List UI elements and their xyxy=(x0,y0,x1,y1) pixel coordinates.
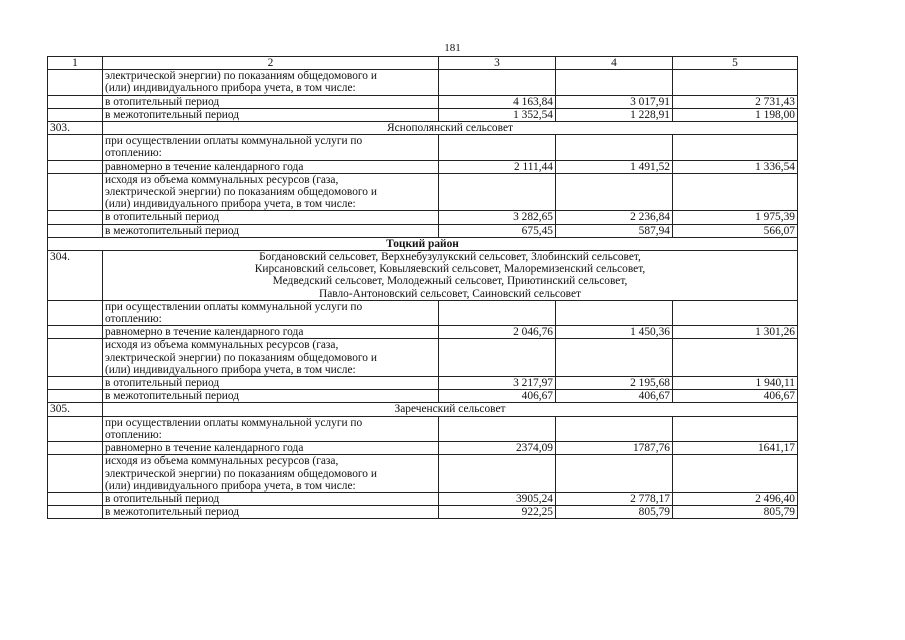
district-row xyxy=(48,237,798,250)
value-col3: 2374,09 xyxy=(439,442,556,455)
label-line: при осуществлении оплаты коммунальной услуги по xyxy=(105,135,363,148)
value-col3 xyxy=(439,455,556,493)
value-col4: 1 491,52 xyxy=(556,160,673,173)
table-row xyxy=(48,416,798,441)
section-row xyxy=(48,251,798,301)
section-title-line: Медведский сельсовет, Молодежный сельсовет, Приютинский сельсовет, xyxy=(272,275,628,288)
value-col5 xyxy=(673,173,798,211)
row-label: в отопительный период xyxy=(103,377,439,390)
row-number-cell xyxy=(48,339,103,377)
value-col4: 1787,76 xyxy=(556,442,673,455)
value-col4: 1 450,36 xyxy=(556,326,673,339)
section-title: Зареченский сельсовет xyxy=(103,403,798,416)
label-line: исходя из объема коммунальных ресурсов (газа, xyxy=(105,455,339,468)
value-col5 xyxy=(673,416,798,441)
row-number-cell xyxy=(48,416,103,441)
section-row xyxy=(48,122,798,135)
value-col3 xyxy=(439,70,556,95)
value-col3: 3 282,65 xyxy=(439,211,556,224)
table-row xyxy=(48,70,798,95)
row-label: равномерно в течение календарного года xyxy=(103,160,439,173)
row-number-cell xyxy=(48,108,103,121)
section-title-line: Павло-Антоновский сельсовет, Саиновский сельсовет xyxy=(318,287,582,300)
table-row xyxy=(48,160,798,173)
column-header: 5 xyxy=(673,57,798,70)
row-label xyxy=(103,339,439,377)
value-col3 xyxy=(439,135,556,160)
value-col4 xyxy=(556,416,673,441)
value-col5: 2 731,43 xyxy=(673,95,798,108)
table-row xyxy=(48,506,798,519)
value-col3: 2 111,44 xyxy=(439,160,556,173)
value-col4 xyxy=(556,455,673,493)
value-col5: 566,07 xyxy=(673,224,798,237)
table-row xyxy=(48,173,798,211)
row-number-cell xyxy=(48,390,103,403)
section-title xyxy=(103,251,798,301)
row-label: в отопительный период xyxy=(103,95,439,108)
section-title: Яснополянский сельсовет xyxy=(103,122,798,135)
value-col4 xyxy=(556,339,673,377)
row-number-cell xyxy=(48,70,103,95)
table-row xyxy=(48,390,798,403)
value-col5: 1 301,26 xyxy=(673,326,798,339)
value-col5: 1 975,39 xyxy=(673,211,798,224)
value-col5: 1 940,11 xyxy=(673,377,798,390)
tariff-table xyxy=(47,56,798,519)
table-row xyxy=(48,211,798,224)
value-col4: 587,94 xyxy=(556,224,673,237)
table-row xyxy=(48,339,798,377)
label-line: (или) индивидуального прибора учета, в том числе: xyxy=(105,363,356,376)
row-label xyxy=(103,300,439,325)
value-col3: 922,25 xyxy=(439,506,556,519)
page-number: 181 xyxy=(444,42,461,54)
row-label: равномерно в течение календарного года xyxy=(103,326,439,339)
value-col5 xyxy=(673,135,798,160)
value-col3 xyxy=(439,339,556,377)
value-col4: 406,67 xyxy=(556,390,673,403)
value-col3: 4 163,84 xyxy=(439,95,556,108)
row-number-cell xyxy=(48,455,103,493)
value-col3: 406,67 xyxy=(439,390,556,403)
row-label xyxy=(103,455,439,493)
value-col5 xyxy=(673,339,798,377)
row-number-cell xyxy=(48,492,103,505)
section-title-line: Кирсановский сельсовет, Ковыляевский сельсовет, Малоремизенский сельсовет, xyxy=(254,263,646,276)
column-header-row xyxy=(48,57,798,70)
district-title: Тоцкий район xyxy=(48,237,798,250)
value-col5 xyxy=(673,70,798,95)
value-col4: 1 228,91 xyxy=(556,108,673,121)
section-row xyxy=(48,403,798,416)
label-line: электрической энергии) по показаниям общедомового и xyxy=(105,186,377,199)
value-col5 xyxy=(673,300,798,325)
row-number-cell xyxy=(48,160,103,173)
value-col5: 2 496,40 xyxy=(673,492,798,505)
value-col4: 2 778,17 xyxy=(556,492,673,505)
value-col5 xyxy=(673,455,798,493)
row-number-cell xyxy=(48,377,103,390)
row-number-cell xyxy=(48,224,103,237)
label-line: при осуществлении оплаты коммунальной услуги по xyxy=(105,416,363,429)
value-col4: 805,79 xyxy=(556,506,673,519)
row-number-cell xyxy=(48,326,103,339)
row-label: в межотопительный период xyxy=(103,224,439,237)
table-row xyxy=(48,224,798,237)
table-row xyxy=(48,108,798,121)
row-number-cell xyxy=(48,135,103,160)
row-number-cell xyxy=(48,506,103,519)
column-header: 2 xyxy=(103,57,439,70)
row-number: 305. xyxy=(48,403,103,416)
column-header: 1 xyxy=(48,57,103,70)
value-col3: 2 046,76 xyxy=(439,326,556,339)
value-col3: 1 352,54 xyxy=(439,108,556,121)
row-label: в отопительный период xyxy=(103,211,439,224)
value-col3: 3905,24 xyxy=(439,492,556,505)
value-col4: 3 017,91 xyxy=(556,95,673,108)
table-row xyxy=(48,377,798,390)
row-number: 304. xyxy=(48,251,103,301)
row-number-cell xyxy=(48,211,103,224)
label-line: (или) индивидуального прибора учета, в том числе: xyxy=(105,479,356,492)
value-col4 xyxy=(556,173,673,211)
value-col5: 1641,17 xyxy=(673,442,798,455)
row-number: 303. xyxy=(48,122,103,135)
section-title-line: Богдановский сельсовет, Верхнебузулукский сельсовет, Злобинский сельсовет, xyxy=(259,251,641,264)
row-label xyxy=(103,135,439,160)
label-line: исходя из объема коммунальных ресурсов (газа, xyxy=(105,173,339,186)
value-col4 xyxy=(556,70,673,95)
value-col3: 675,45 xyxy=(439,224,556,237)
label-line: исходя из объема коммунальных ресурсов (газа, xyxy=(105,339,339,352)
table-row xyxy=(48,326,798,339)
row-label xyxy=(103,173,439,211)
label-line: (или) индивидуального прибора учета, в том числе: xyxy=(105,82,356,95)
row-number-cell xyxy=(48,442,103,455)
row-label: в межотопительный период xyxy=(103,506,439,519)
row-label: в межотопительный период xyxy=(103,108,439,121)
value-col5: 1 198,00 xyxy=(673,108,798,121)
row-label: в отопительный период xyxy=(103,492,439,505)
label-line: электрической энергии) по показаниям общедомового и xyxy=(105,351,377,364)
row-label: в межотопительный период xyxy=(103,390,439,403)
row-number-cell xyxy=(48,95,103,108)
label-line: отоплению: xyxy=(105,147,162,160)
value-col4 xyxy=(556,300,673,325)
value-col5: 805,79 xyxy=(673,506,798,519)
row-label xyxy=(103,416,439,441)
row-number-cell xyxy=(48,173,103,211)
table-row xyxy=(48,95,798,108)
value-col5: 406,67 xyxy=(673,390,798,403)
table-row xyxy=(48,455,798,493)
table-row xyxy=(48,300,798,325)
column-header: 3 xyxy=(439,57,556,70)
value-col4: 2 236,84 xyxy=(556,211,673,224)
label-line: отоплению: xyxy=(105,313,162,326)
table-row xyxy=(48,442,798,455)
value-col5: 1 336,54 xyxy=(673,160,798,173)
value-col3: 3 217,97 xyxy=(439,377,556,390)
label-line: отоплению: xyxy=(105,428,162,441)
label-line: (или) индивидуального прибора учета, в том числе: xyxy=(105,198,356,211)
table-row xyxy=(48,492,798,505)
row-number-cell xyxy=(48,300,103,325)
column-header: 4 xyxy=(556,57,673,70)
value-col3 xyxy=(439,300,556,325)
label-line: электрической энергии) по показаниям общедомового и xyxy=(105,467,377,480)
value-col4: 2 195,68 xyxy=(556,377,673,390)
table-row xyxy=(48,135,798,160)
value-col3 xyxy=(439,416,556,441)
label-line: при осуществлении оплаты коммунальной услуги по xyxy=(105,300,363,313)
label-line: электрической энергии) по показаниям общедомового и xyxy=(105,70,377,83)
row-label xyxy=(103,70,439,95)
row-label: равномерно в течение календарного года xyxy=(103,442,439,455)
value-col4 xyxy=(556,135,673,160)
value-col3 xyxy=(439,173,556,211)
